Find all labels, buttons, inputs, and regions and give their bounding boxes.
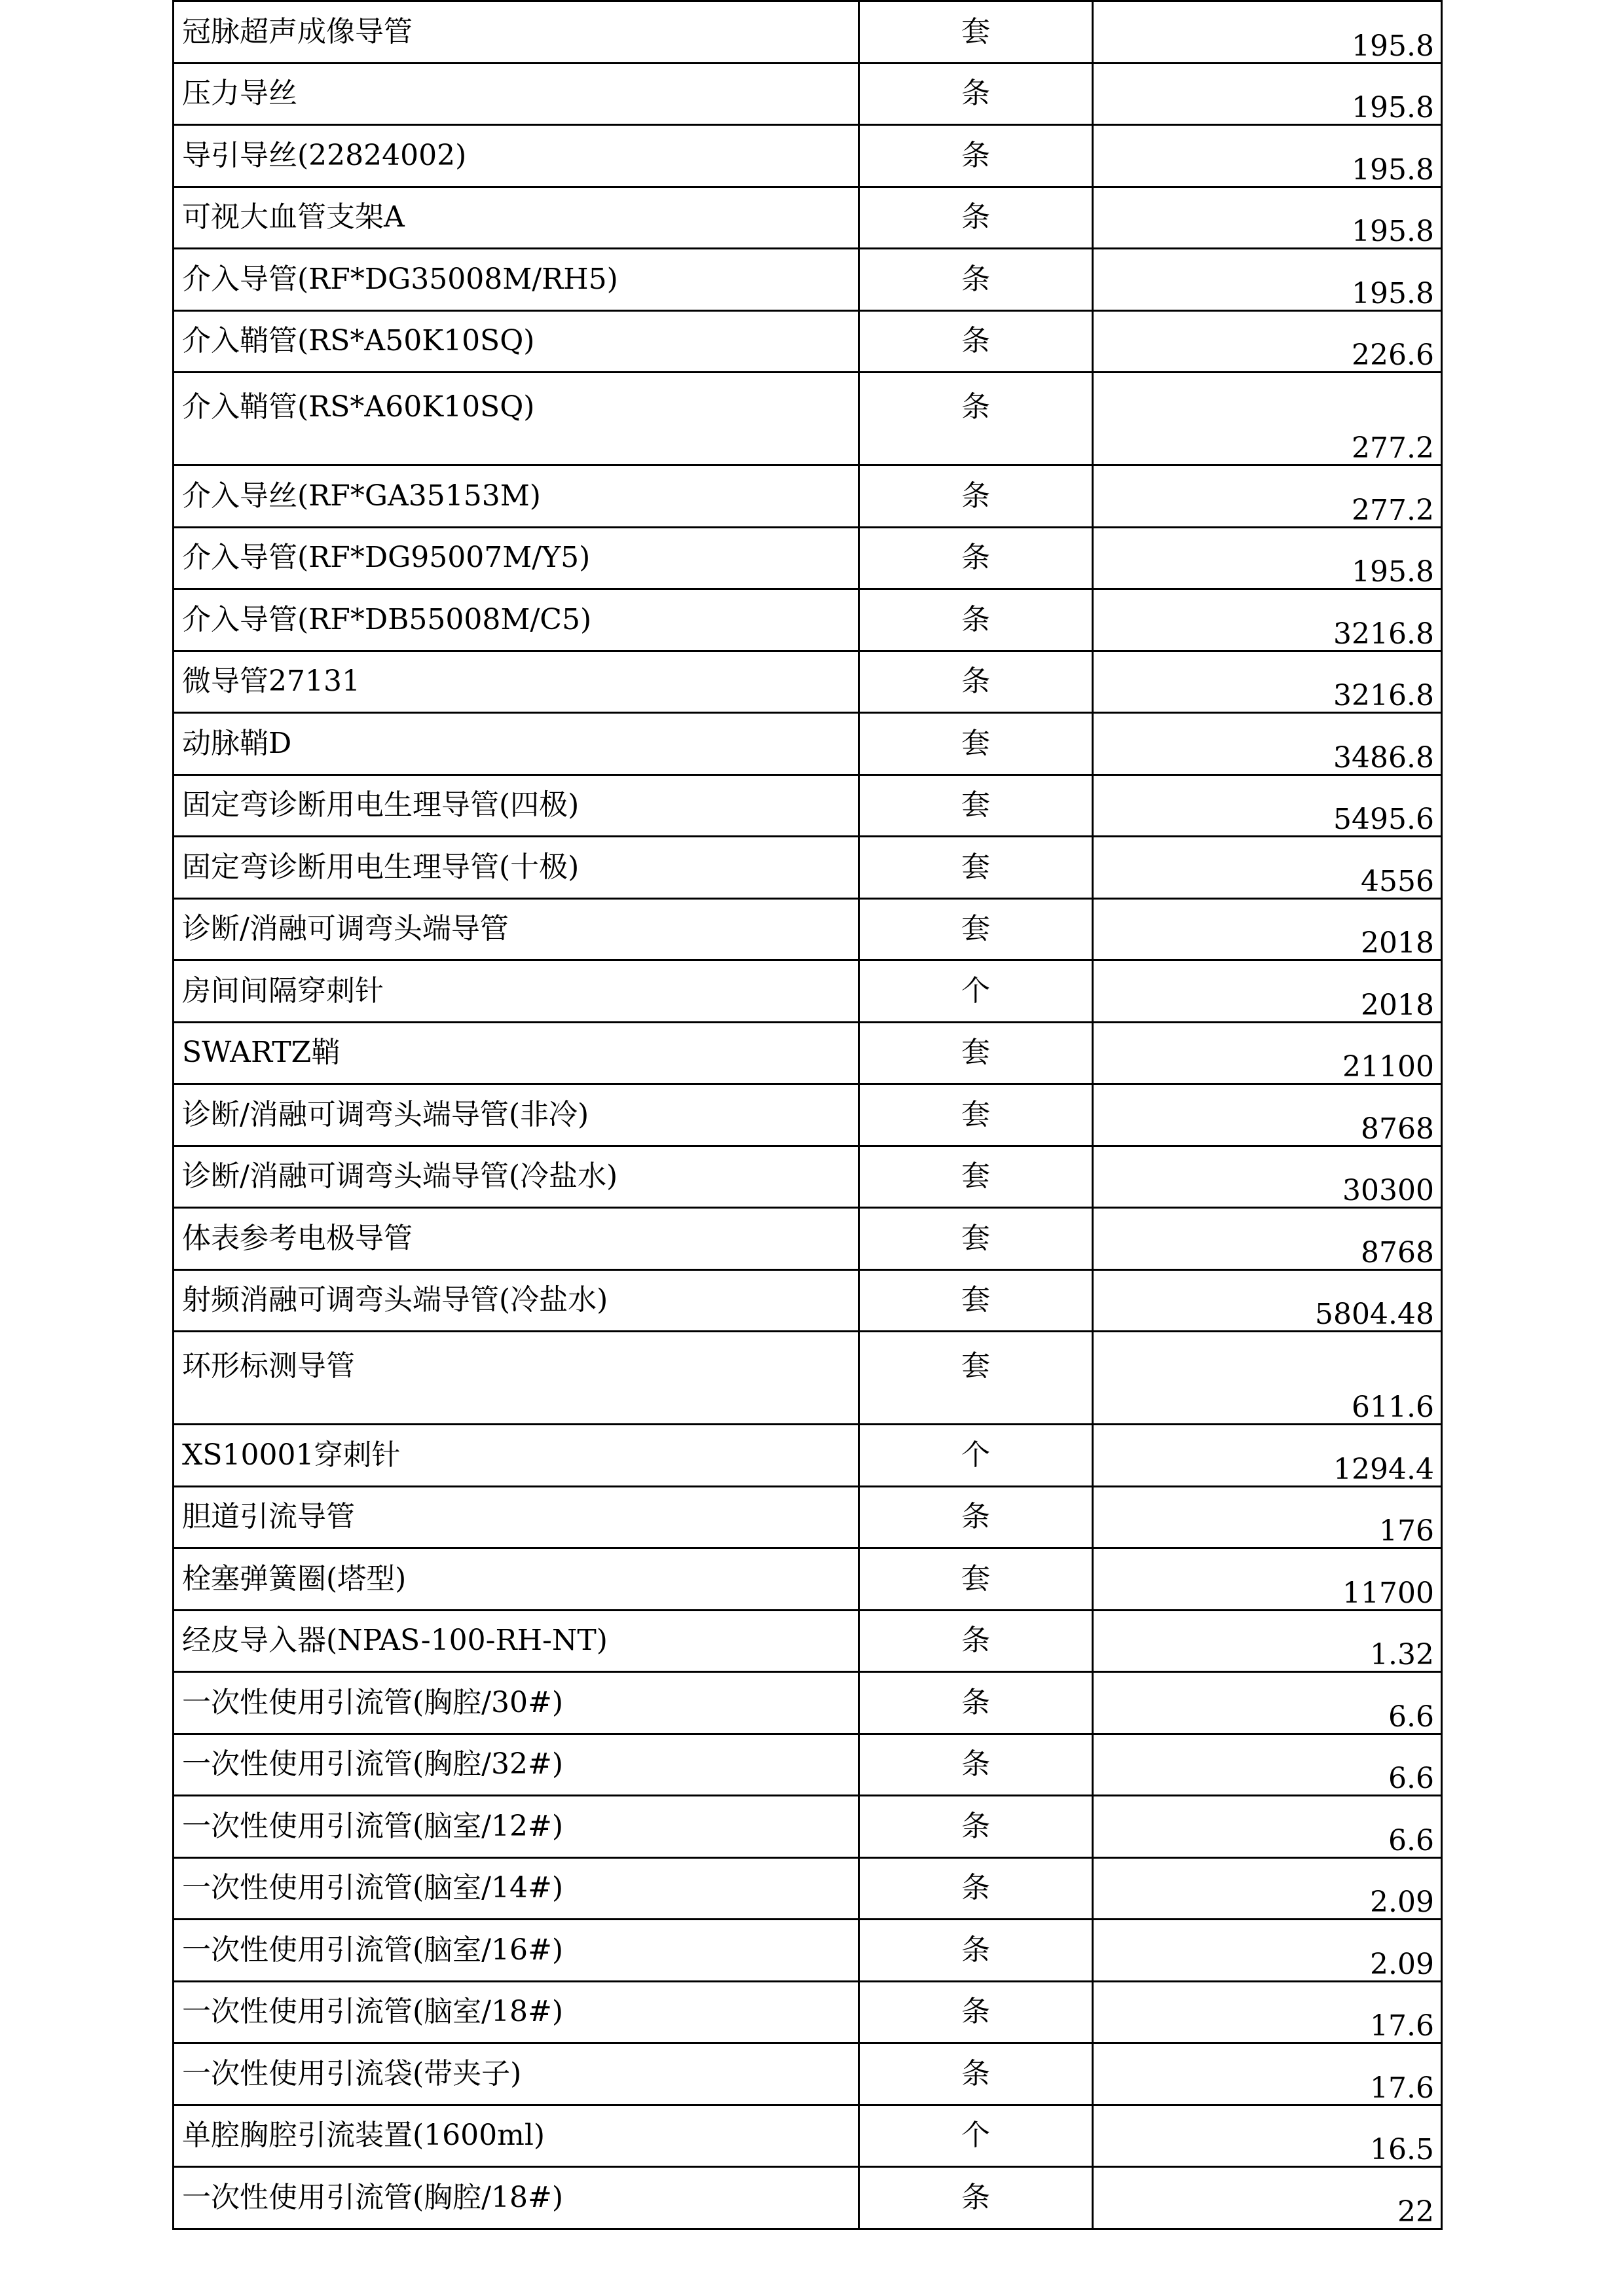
table-row [174,1610,1442,1672]
table-row [174,1857,1442,1920]
item-name-cell: 栓塞弹簧圈(塔型) [174,1548,859,1611]
item-name-cell: 介入导管(RF*DG35008M/RH5) [174,249,859,311]
unit-cell: 套 [859,1548,1093,1611]
table-row [174,1269,1442,1332]
unit-cell: 条 [859,1734,1093,1796]
item-name-cell: 诊断/消融可调弯头端导管(非冷) [174,1084,859,1146]
table-row [174,465,1442,528]
price-cell: 2.09 [1093,1857,1442,1920]
price-cell: 195.8 [1093,63,1442,125]
item-name-cell: XS10001穿刺针 [174,1425,859,1487]
unit-cell: 条 [859,589,1093,651]
item-name-cell: 可视大血管支架A [174,187,859,249]
unit-cell: 条 [859,1981,1093,2043]
price-cell: 16.5 [1093,2105,1442,2167]
price-cell: 5495.6 [1093,774,1442,837]
price-cell: 195.8 [1093,249,1442,311]
unit-cell: 条 [859,1672,1093,1734]
table-row [174,837,1442,899]
unit-cell: 条 [859,465,1093,528]
unit-cell: 套 [859,1208,1093,1270]
table-row [174,960,1442,1023]
table-row [174,125,1442,187]
unit-cell: 套 [859,774,1093,837]
table-row [174,1332,1442,1425]
item-name-cell: 压力导丝 [174,63,859,125]
unit-cell: 条 [859,125,1093,187]
price-cell: 277.2 [1093,373,1442,465]
table-row [174,1084,1442,1146]
item-name-cell: 介入鞘管(RS*A60K10SQ) [174,373,859,465]
item-name-cell: 一次性使用引流管(脑室/12#) [174,1796,859,1858]
item-name-cell: 微导管27131 [174,651,859,713]
table-row [174,1796,1442,1858]
table-row [174,249,1442,311]
item-name-cell: 冠脉超声成像导管 [174,1,859,64]
table-row [174,1425,1442,1487]
unit-cell: 条 [859,1486,1093,1548]
unit-cell: 套 [859,898,1093,960]
price-cell: 176 [1093,1486,1442,1548]
price-cell: 277.2 [1093,465,1442,528]
item-name-cell: 介入导管(RF*DG95007M/Y5) [174,527,859,589]
price-cell: 8768 [1093,1208,1442,1270]
unit-cell: 套 [859,1146,1093,1208]
unit-cell: 套 [859,1084,1093,1146]
table-row [174,651,1442,713]
item-name-cell: 环形标测导管 [174,1332,859,1425]
price-cell: 195.8 [1093,125,1442,187]
item-name-cell: 诊断/消融可调弯头端导管 [174,898,859,960]
price-cell: 3486.8 [1093,713,1442,775]
price-cell: 2018 [1093,898,1442,960]
table-row [174,774,1442,837]
price-cell: 6.6 [1093,1734,1442,1796]
item-name-cell: 一次性使用引流管(胸腔/30#) [174,1672,859,1734]
price-cell: 226.6 [1093,310,1442,373]
item-name-cell: 经皮导入器(NPAS-100-RH-NT) [174,1610,859,1672]
table-row [174,1208,1442,1270]
item-name-cell: 体表参考电极导管 [174,1208,859,1270]
item-name-cell: 导引导丝(22824002) [174,125,859,187]
price-cell: 30300 [1093,1146,1442,1208]
item-name-cell: 房间间隔穿刺针 [174,960,859,1023]
unit-cell: 条 [859,2043,1093,2105]
item-name-cell: 固定弯诊断用电生理导管(十极) [174,837,859,899]
item-name-cell: 单腔胸腔引流装置(1600ml) [174,2105,859,2167]
table-row [174,713,1442,775]
item-name-cell: 一次性使用引流管(脑室/16#) [174,1920,859,1982]
price-cell: 11700 [1093,1548,1442,1611]
item-name-cell: 诊断/消融可调弯头端导管(冷盐水) [174,1146,859,1208]
item-name-cell: 一次性使用引流管(脑室/18#) [174,1981,859,2043]
price-cell: 21100 [1093,1022,1442,1084]
table-row [174,187,1442,249]
table-row [174,1,1442,64]
price-cell: 1.32 [1093,1610,1442,1672]
unit-cell: 套 [859,1269,1093,1332]
price-cell: 195.8 [1093,527,1442,589]
table-row [174,589,1442,651]
table-row [174,1672,1442,1734]
item-name-cell: 介入鞘管(RS*A50K10SQ) [174,310,859,373]
unit-cell: 套 [859,837,1093,899]
table-row [174,310,1442,373]
price-cell: 195.8 [1093,187,1442,249]
item-name-cell: SWARTZ鞘 [174,1022,859,1084]
price-cell: 6.6 [1093,1796,1442,1858]
unit-cell: 条 [859,1796,1093,1858]
unit-cell: 个 [859,1425,1093,1487]
item-name-cell: 射频消融可调弯头端导管(冷盐水) [174,1269,859,1332]
price-cell: 17.6 [1093,2043,1442,2105]
item-name-cell: 一次性使用引流管(胸腔/32#) [174,1734,859,1796]
price-cell: 3216.8 [1093,589,1442,651]
unit-cell: 条 [859,1920,1093,1982]
table-row [174,1146,1442,1208]
table-row [174,1981,1442,2043]
unit-cell: 套 [859,713,1093,775]
table-row [174,2043,1442,2105]
price-cell: 5804.48 [1093,1269,1442,1332]
item-name-cell: 胆道引流导管 [174,1486,859,1548]
table-row [174,63,1442,125]
unit-cell: 条 [859,310,1093,373]
item-name-cell: 介入导丝(RF*GA35153M) [174,465,859,528]
table-row [174,1022,1442,1084]
table-row [174,373,1442,465]
table-row [174,898,1442,960]
item-name-cell: 一次性使用引流袋(带夹子) [174,2043,859,2105]
unit-cell: 个 [859,2105,1093,2167]
price-cell: 3216.8 [1093,651,1442,713]
price-cell: 6.6 [1093,1672,1442,1734]
unit-cell: 条 [859,1857,1093,1920]
table-row [174,1548,1442,1611]
price-cell: 8768 [1093,1084,1442,1146]
table-row [174,1734,1442,1796]
item-name-cell: 固定弯诊断用电生理导管(四极) [174,774,859,837]
item-name-cell: 一次性使用引流管(脑室/14#) [174,1857,859,1920]
price-cell: 22 [1093,2167,1442,2229]
price-cell: 195.8 [1093,1,1442,64]
unit-cell: 套 [859,1022,1093,1084]
unit-cell: 个 [859,960,1093,1023]
item-name-cell: 介入导管(RF*DB55008M/C5) [174,589,859,651]
price-cell: 4556 [1093,837,1442,899]
unit-cell: 条 [859,249,1093,311]
table-row [174,2105,1442,2167]
unit-cell: 套 [859,1332,1093,1425]
price-cell: 2018 [1093,960,1442,1023]
price-table-body [174,1,1442,2229]
price-cell: 2.09 [1093,1920,1442,1982]
unit-cell: 条 [859,2167,1093,2229]
table-row [174,2167,1442,2229]
table-row [174,527,1442,589]
price-cell: 17.6 [1093,1981,1442,2043]
unit-cell: 条 [859,373,1093,465]
table-row [174,1486,1442,1548]
unit-cell: 条 [859,63,1093,125]
unit-cell: 条 [859,527,1093,589]
price-cell: 1294.4 [1093,1425,1442,1487]
price-cell: 611.6 [1093,1332,1442,1425]
unit-cell: 条 [859,187,1093,249]
unit-cell: 条 [859,1610,1093,1672]
item-name-cell: 动脉鞘D [174,713,859,775]
item-name-cell: 一次性使用引流管(胸腔/18#) [174,2167,859,2229]
unit-cell: 套 [859,1,1093,64]
price-table [172,0,1443,2230]
unit-cell: 条 [859,651,1093,713]
table-row [174,1920,1442,1982]
